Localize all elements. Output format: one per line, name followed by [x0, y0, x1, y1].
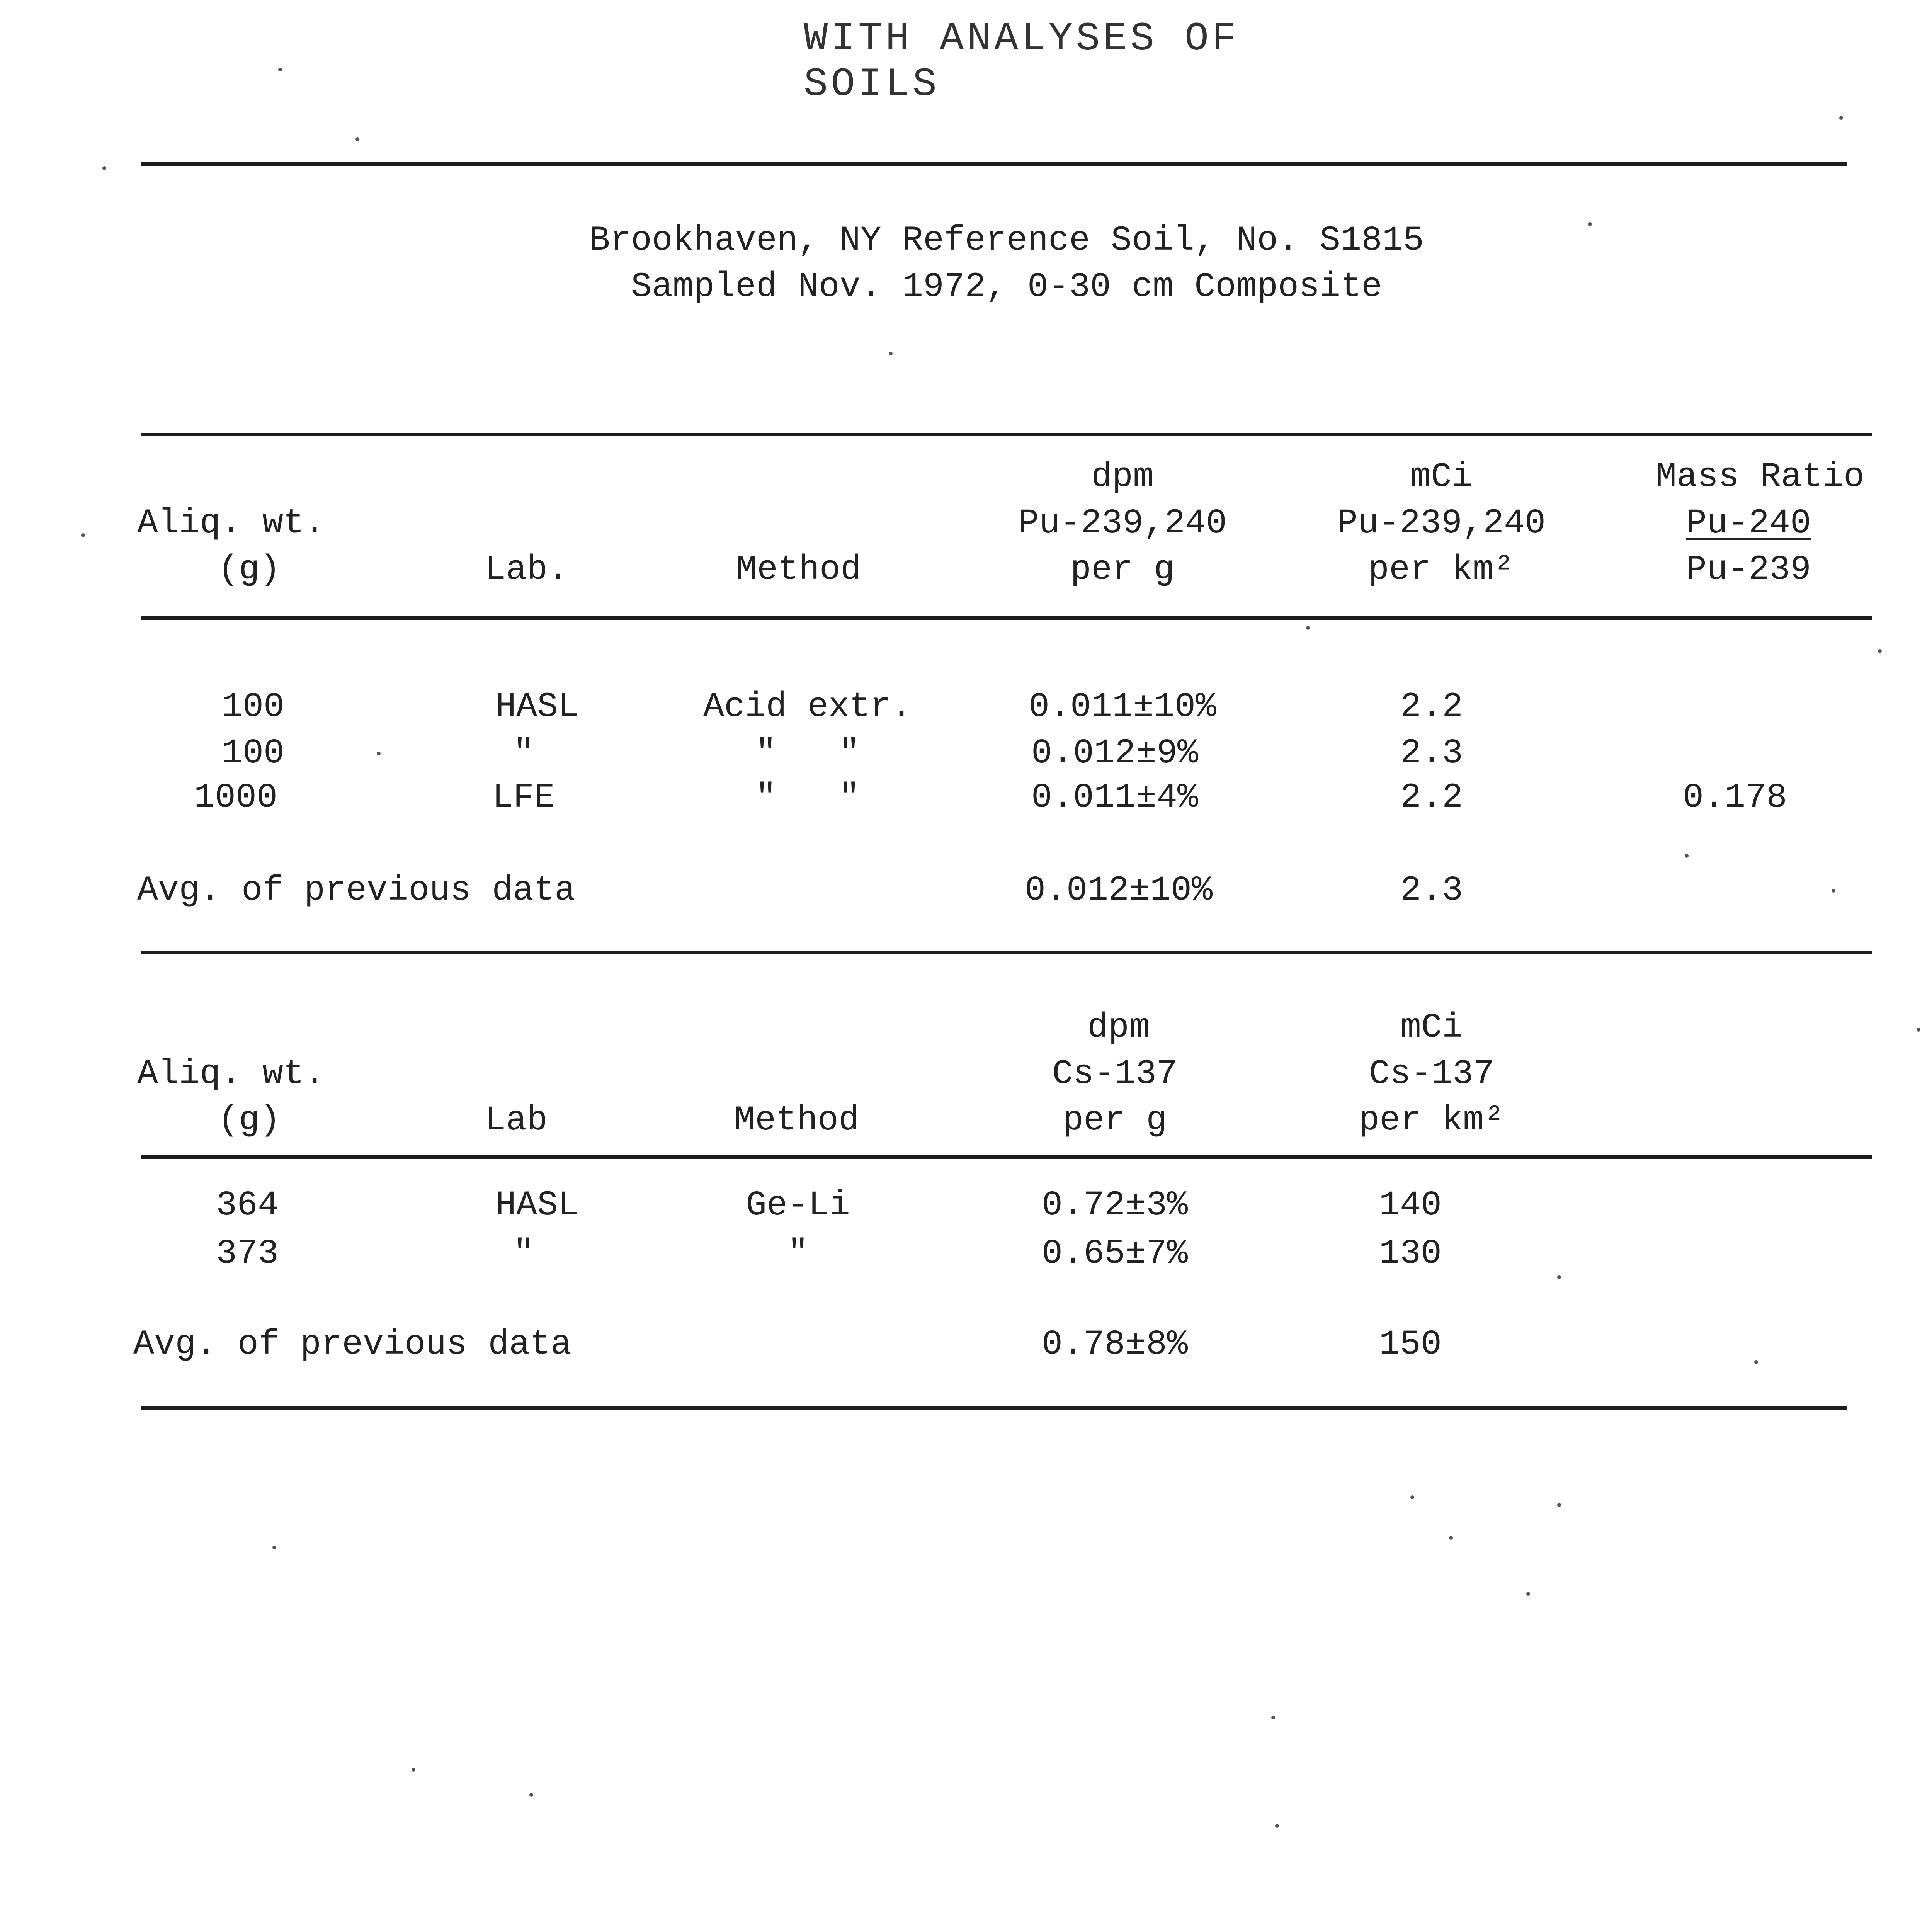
cs-row-lab: "	[513, 1234, 534, 1274]
cs-row-method: Ge-Li	[745, 1186, 850, 1225]
pu-row-dpm: 0.012±9%	[1031, 734, 1199, 773]
pu-header-dpm-line3: per g	[1070, 550, 1175, 590]
pu-row-lab: HASL	[495, 687, 579, 727]
pu-row-lab: "	[513, 734, 534, 773]
cs-row-mci: 140	[1379, 1186, 1442, 1225]
speck	[1832, 889, 1835, 893]
title-line-2: Sampled Nov. 1972, 0-30 cm Composite	[631, 267, 1383, 307]
speck	[1557, 1275, 1561, 1279]
cs-header-mci-line2: Cs-137	[1369, 1054, 1495, 1094]
speck	[1271, 1716, 1275, 1719]
cs-row-lab: HASL	[495, 1186, 579, 1225]
cs-header-mci-line1: mCi	[1400, 1008, 1463, 1048]
cs-average-dpm: 0.78±8%	[1041, 1325, 1188, 1364]
pu-table-header-rule	[141, 616, 1872, 620]
pu-header-aliq-line2: (g)	[218, 550, 281, 590]
pu-row-aliq: 100	[221, 687, 285, 727]
cs-row-aliq: 364	[216, 1186, 279, 1225]
cs-average-mci: 150	[1379, 1325, 1442, 1364]
pu-row-aliq: 1000	[194, 778, 278, 818]
speck	[102, 166, 106, 170]
running-header-text: WITH ANALYSES OF SOILS	[804, 16, 1239, 107]
cs-row-dpm: 0.65±7%	[1041, 1234, 1188, 1274]
pu-average-dpm: 0.012±10%	[1024, 871, 1213, 910]
pu-row-dpm: 0.011±4%	[1031, 778, 1199, 818]
top-rule	[141, 162, 1847, 166]
pu-row-mci: 2.2	[1400, 687, 1463, 727]
speck	[272, 1546, 276, 1549]
speck	[1878, 649, 1882, 653]
pu-header-ratio-line2: Pu-240	[1685, 504, 1811, 543]
cs-header-dpm-line2: Cs-137	[1052, 1054, 1178, 1094]
pu-row-mci: 2.3	[1400, 734, 1463, 773]
pu-header-mci-line1: mCi	[1410, 457, 1473, 497]
speck	[1754, 1360, 1758, 1364]
speck	[81, 533, 85, 537]
pu-header-ratio-line1: Mass Ratio	[1655, 457, 1865, 497]
cs-header-dpm-line1: dpm	[1087, 1008, 1150, 1048]
cs-header-mci-line3: per km²	[1358, 1101, 1505, 1140]
speck	[355, 137, 359, 141]
pu-row-method: " "	[755, 778, 860, 818]
cs-row-aliq: 373	[216, 1234, 279, 1274]
speck	[278, 68, 282, 71]
pu-row-method: " "	[755, 734, 860, 773]
cs-table-header-rule	[141, 1155, 1872, 1159]
cs-table-bottom-rule	[141, 1406, 1847, 1410]
pu-average-mci: 2.3	[1400, 871, 1463, 910]
pu-table-bottom-rule	[141, 951, 1872, 954]
speck	[1557, 1503, 1561, 1507]
speck	[1275, 1824, 1279, 1828]
cs-header-lab: Lab	[485, 1101, 548, 1140]
pu-header-aliq-line1: Aliq. wt.	[137, 504, 325, 543]
pu-table-top-rule	[141, 433, 1872, 436]
speck	[1685, 854, 1689, 858]
pu-header-dpm-line2: Pu-239,240	[1018, 504, 1227, 543]
pu-row-ratio: 0.178	[1682, 778, 1787, 818]
speck	[1410, 1495, 1414, 1499]
pu-header-mci-line2: Pu-239,240	[1337, 504, 1546, 543]
cs-average-label: Avg. of previous data	[133, 1325, 572, 1364]
pu-average-label: Avg. of previous data	[137, 871, 576, 910]
speck	[412, 1768, 415, 1772]
speck	[529, 1793, 533, 1797]
speck	[1839, 116, 1843, 120]
speck	[889, 352, 893, 355]
speck	[1306, 626, 1310, 630]
cs-row-dpm: 0.72±3%	[1041, 1186, 1188, 1225]
pu-row-aliq: 100	[221, 734, 285, 773]
speck	[1588, 222, 1592, 226]
speck	[1449, 1536, 1453, 1540]
pu-header-dpm-line1: dpm	[1091, 457, 1154, 497]
speck	[1526, 1592, 1530, 1596]
speck	[1917, 1028, 1920, 1032]
pu-row-mci: 2.2	[1400, 778, 1463, 818]
cs-header-dpm-line3: per g	[1062, 1101, 1167, 1140]
pu-header-ratio-line3: Pu-239	[1685, 550, 1811, 590]
running-header	[804, 16, 1352, 107]
pu-header-mci-line3: per km²	[1368, 550, 1515, 590]
cs-row-method: "	[787, 1234, 809, 1274]
cs-header-method: Method	[734, 1101, 860, 1140]
pu-row-lab: LFE	[492, 778, 555, 818]
pu-row-method: Acid extr.	[703, 687, 912, 727]
cs-row-mci: 130	[1379, 1234, 1442, 1274]
pu-row-dpm: 0.011±10%	[1028, 687, 1217, 727]
speck	[377, 752, 381, 755]
title-line-1: Brookhaven, NY Reference Soil, No. S1815	[589, 221, 1424, 260]
pu-header-method: Method	[736, 550, 862, 590]
pu-header-lab: Lab.	[485, 550, 569, 590]
cs-header-aliq-line1: Aliq. wt.	[137, 1054, 325, 1094]
cs-header-aliq-line2: (g)	[218, 1101, 281, 1140]
